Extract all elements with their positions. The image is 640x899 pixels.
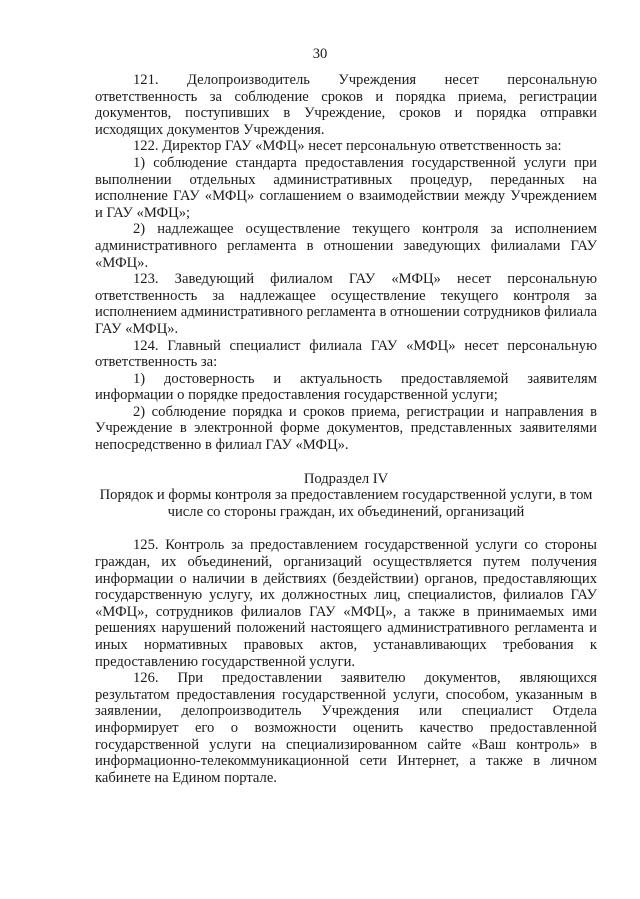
paragraph-125: 125. Контроль за предоставлением государственной услуги со стороны граждан, их объединений, организаций осуществляется путем получения информации о наличии в действиях (бездействии) органов, предоставляющих государственную услугу, их должностных лиц, специалистов, филиалов ГАУ «МФЦ», сотрудников филиалов ГАУ «МФЦ», а также в принимаемых ими решениях нарушений положений настоящего административного регламента и иных нормативных правовых актов, устанавливающих требования к предоставлению государственной услуги. bbox=[95, 537, 597, 670]
page-number: 30 bbox=[312, 46, 328, 62]
paragraph-122: 122. Директор ГАУ «МФЦ» несет персональную ответственность за: bbox=[133, 138, 562, 155]
paragraph-124-item-1: 1) достоверность и актуальность предоставляемой заявителям информации о порядке предоставления государственной услуги; bbox=[95, 370, 597, 404]
paragraph-126: 126. При предоставлении заявителю документов, являющихся результатом предоставления государственной услуги, способом, указанным в заявлении, делопроизводитель Учреждения или специалист Отдела информирует его о возможности оценить качество предоставленной государственной услуги на специализированном сайте «Ваш контроль» в информационно-телекоммуникационной сети Интернет, а также в личном кабинете на Едином портале. bbox=[95, 670, 597, 786]
subsection-subtitle: Порядок и формы контроля за предоставлением государственной услуги, в том числе со стороны граждан, их объединений, организаций bbox=[99, 487, 593, 520]
document-body bbox=[95, 72, 597, 786]
paragraph-124-item-2: 2) соблюдение порядка и сроков приема, регистрации и направления в Учреждение в электронной форме документов, представленных заявителями непосредственно в филиал ГАУ «МФЦ». bbox=[95, 403, 597, 454]
paragraph-124: 124. Главный специалист филиала ГАУ «МФЦ» несет персональную ответственность за: bbox=[95, 337, 597, 371]
subsection-title: Подраздел IV bbox=[303, 470, 389, 487]
paragraph-121: 121. Делопроизводитель Учреждения несет персональную ответственность за соблюдение сроков и порядка приема, регистрации документов, поступивших в Учреждение, сроков и порядка отправки исходящих документов Учреждения. bbox=[95, 72, 597, 138]
paragraph-123: 123. Заведующий филиалом ГАУ «МФЦ» несет персональную ответственность за надлежащее осуществление текущего контроля за исполнением административного регламента в отношении сотрудников филиала ГАУ «МФЦ». bbox=[95, 271, 597, 337]
paragraph-122-item-2: 2) надлежащее осуществление текущего контроля за исполнением административного регламента в отношении заведующих филиалами ГАУ «МФЦ». bbox=[95, 221, 597, 271]
paragraph-122-item-1: 1) соблюдение стандарта предоставления государственной услуги при выполнении отдельных административных процедур, переданных на исполнение ГАУ «МФЦ» соглашением о взаимодействии между Учреждением и ГАУ «МФЦ»; bbox=[95, 154, 597, 221]
